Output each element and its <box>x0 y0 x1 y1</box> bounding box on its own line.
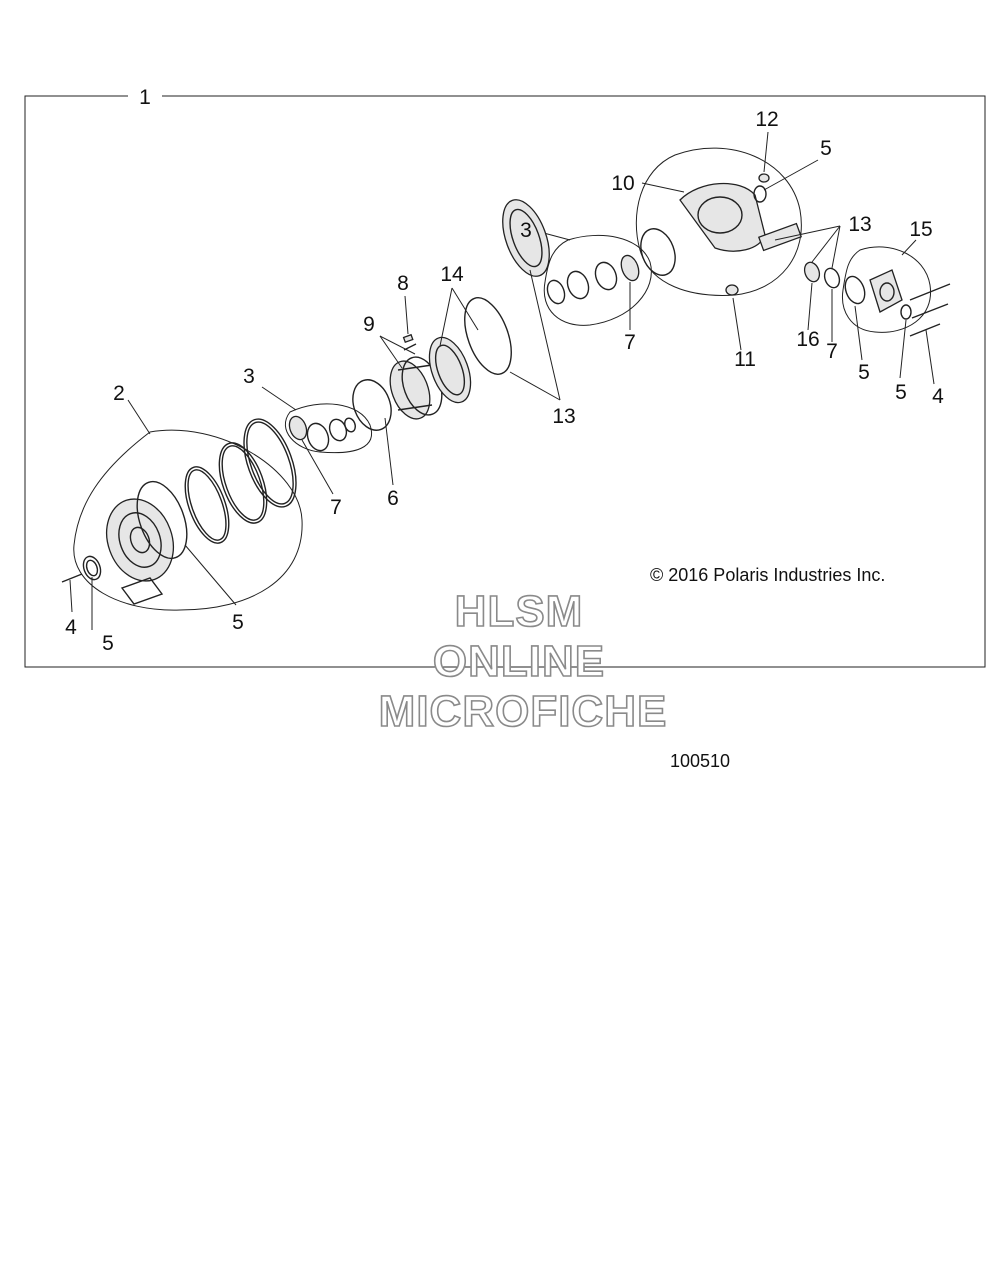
label-item-5-right-b: 5 <box>895 381 907 404</box>
pin-8 <box>404 335 413 342</box>
right-cover-15 <box>870 270 902 312</box>
bearing-7-right <box>822 266 842 290</box>
label-item-4-left: 4 <box>65 616 77 639</box>
label-item-9: 9 <box>363 313 375 336</box>
label-item-1: 1 <box>139 86 151 109</box>
seal-5-right <box>901 305 911 319</box>
label-item-4-right: 4 <box>932 385 944 408</box>
oring-5-left <box>176 461 237 548</box>
label-item-12: 12 <box>755 108 779 131</box>
copyright-notice: © 2016 Polaris Industries Inc. <box>650 565 886 585</box>
label-item-5-left-b: 5 <box>232 611 244 634</box>
label-item-13-mid: 13 <box>552 405 576 428</box>
label-item-7-left: 7 <box>330 496 342 519</box>
housing-10 <box>680 184 801 252</box>
bolt-4-left <box>62 574 82 582</box>
label-item-14: 14 <box>440 263 464 286</box>
label-item-15: 15 <box>909 218 933 241</box>
label-item-3-left: 3 <box>243 365 255 388</box>
left-cover-part <box>96 475 197 604</box>
breather-12 <box>759 174 769 182</box>
label-item-7-right: 7 <box>826 340 838 363</box>
bearing-7-left <box>286 414 309 442</box>
bearing-7-mid <box>618 253 642 283</box>
label-item-5-left-a: 5 <box>102 632 114 655</box>
label-item-13-top: 13 <box>848 213 872 236</box>
watermark-line-2: ONLINE <box>432 637 606 686</box>
label-item-7-mid: 7 <box>624 331 636 354</box>
watermark-line-1: HLSM <box>454 587 584 636</box>
label-item-2: 2 <box>113 382 125 405</box>
label-item-8: 8 <box>397 272 409 295</box>
label-item-5-top: 5 <box>820 137 832 160</box>
label-item-16: 16 <box>796 328 820 351</box>
bearing-16 <box>802 260 822 284</box>
label-item-5-right-a: 5 <box>858 361 870 384</box>
watermark-line-3: MICROFICHE <box>378 687 668 736</box>
figure-number: 100510 <box>669 751 731 771</box>
label-item-3-right: 3 <box>520 219 532 242</box>
seal-5-top <box>754 186 766 202</box>
label-item-6: 6 <box>387 487 399 510</box>
plug-11 <box>726 285 738 295</box>
label-item-10: 10 <box>611 172 635 195</box>
label-item-11: 11 <box>734 348 756 371</box>
